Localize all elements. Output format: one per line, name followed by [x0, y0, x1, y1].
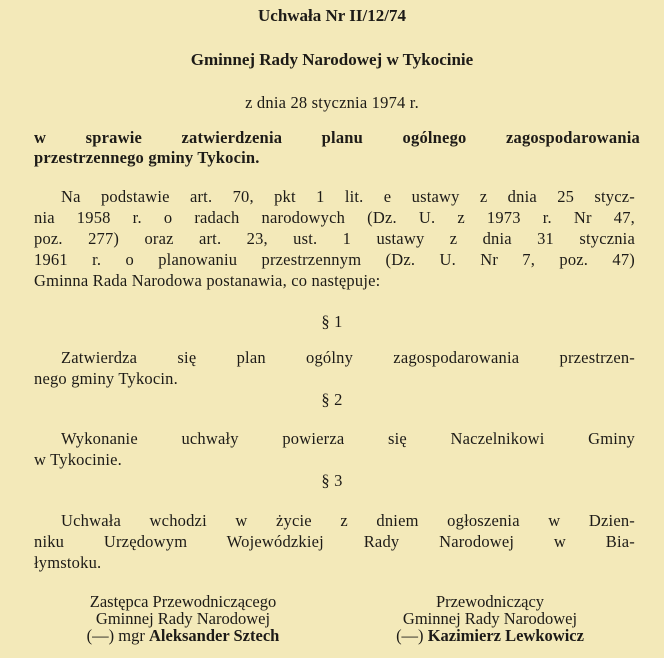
- signature-right-body: Gminnej Rady Narodowej: [402, 609, 578, 628]
- issuing-council: Gminnej Rady Narodowej w Tykocinie: [190, 50, 474, 69]
- section-mark-1: § 1: [321, 312, 343, 331]
- preamble-line-4: 1961 r. o planowaniu przestrzennym (Dz. U. Nr 7, poz. 47): [34, 250, 635, 269]
- subject-line-2: przestrzennego gminy Tykocin.: [34, 148, 260, 167]
- signature-left-name-line: [28, 627, 338, 644]
- preamble-line-1: Na podstawie art. 70, pkt 1 lit. e ustawy z dnia 25 stycz-: [61, 187, 635, 206]
- signature-right-prefix: (—): [396, 626, 424, 645]
- signature-right: [340, 593, 640, 644]
- section-3-line-2: niku Urzędowym Wojewódzkiej Rady Narodowej w Bia-: [34, 532, 635, 551]
- signature-left-name: Aleksander Sztech: [149, 626, 280, 645]
- section-2-line-1: Wykonanie uchwały powierza się Naczelnikowi Gminy: [61, 429, 635, 448]
- section-mark-2: § 2: [321, 390, 343, 409]
- signature-left-role: Zastępca Przewodniczącego: [89, 592, 277, 611]
- section-1-line-1: Zatwierdza się plan ogólny zagospodarowania przestrzen-: [61, 348, 635, 367]
- preamble-line-2: nia 1958 r. o radach narodowych (Dz. U. z 1973 r. Nr 47,: [34, 208, 635, 227]
- resolution-date: z dnia 28 stycznia 1974 r.: [245, 93, 419, 112]
- section-3-line-1: Uchwała wchodzi w życie z dniem ogłoszenia w Dzien-: [61, 511, 635, 530]
- signature-right-name-line: [340, 627, 640, 644]
- signature-right-role: Przewodniczący: [435, 592, 545, 611]
- signature-left-body: Gminnej Rady Narodowej: [95, 609, 271, 628]
- section-1-line-2: nego gminy Tykocin.: [34, 369, 178, 388]
- section-3-line-3: łymstoku.: [34, 553, 102, 572]
- section-2-line-2: w Tykocinie.: [34, 450, 123, 469]
- preamble-line-5: Gminna Rada Narodowa postanawia, co następuje:: [34, 271, 381, 290]
- resolution-title: Uchwała Nr II/12/74: [258, 6, 406, 25]
- subject-line-1: w sprawie zatwierdzenia planu ogólnego zagospodarowania: [34, 128, 640, 147]
- signature-right-name: Kazimierz Lewkowicz: [427, 626, 584, 645]
- section-mark-3: § 3: [321, 471, 343, 490]
- signature-left-prefix: (—) mgr: [86, 626, 145, 645]
- preamble-line-3: poz. 277) oraz art. 23, ust. 1 ustawy z dnia 31 stycznia: [34, 229, 635, 248]
- signature-left: [28, 593, 338, 644]
